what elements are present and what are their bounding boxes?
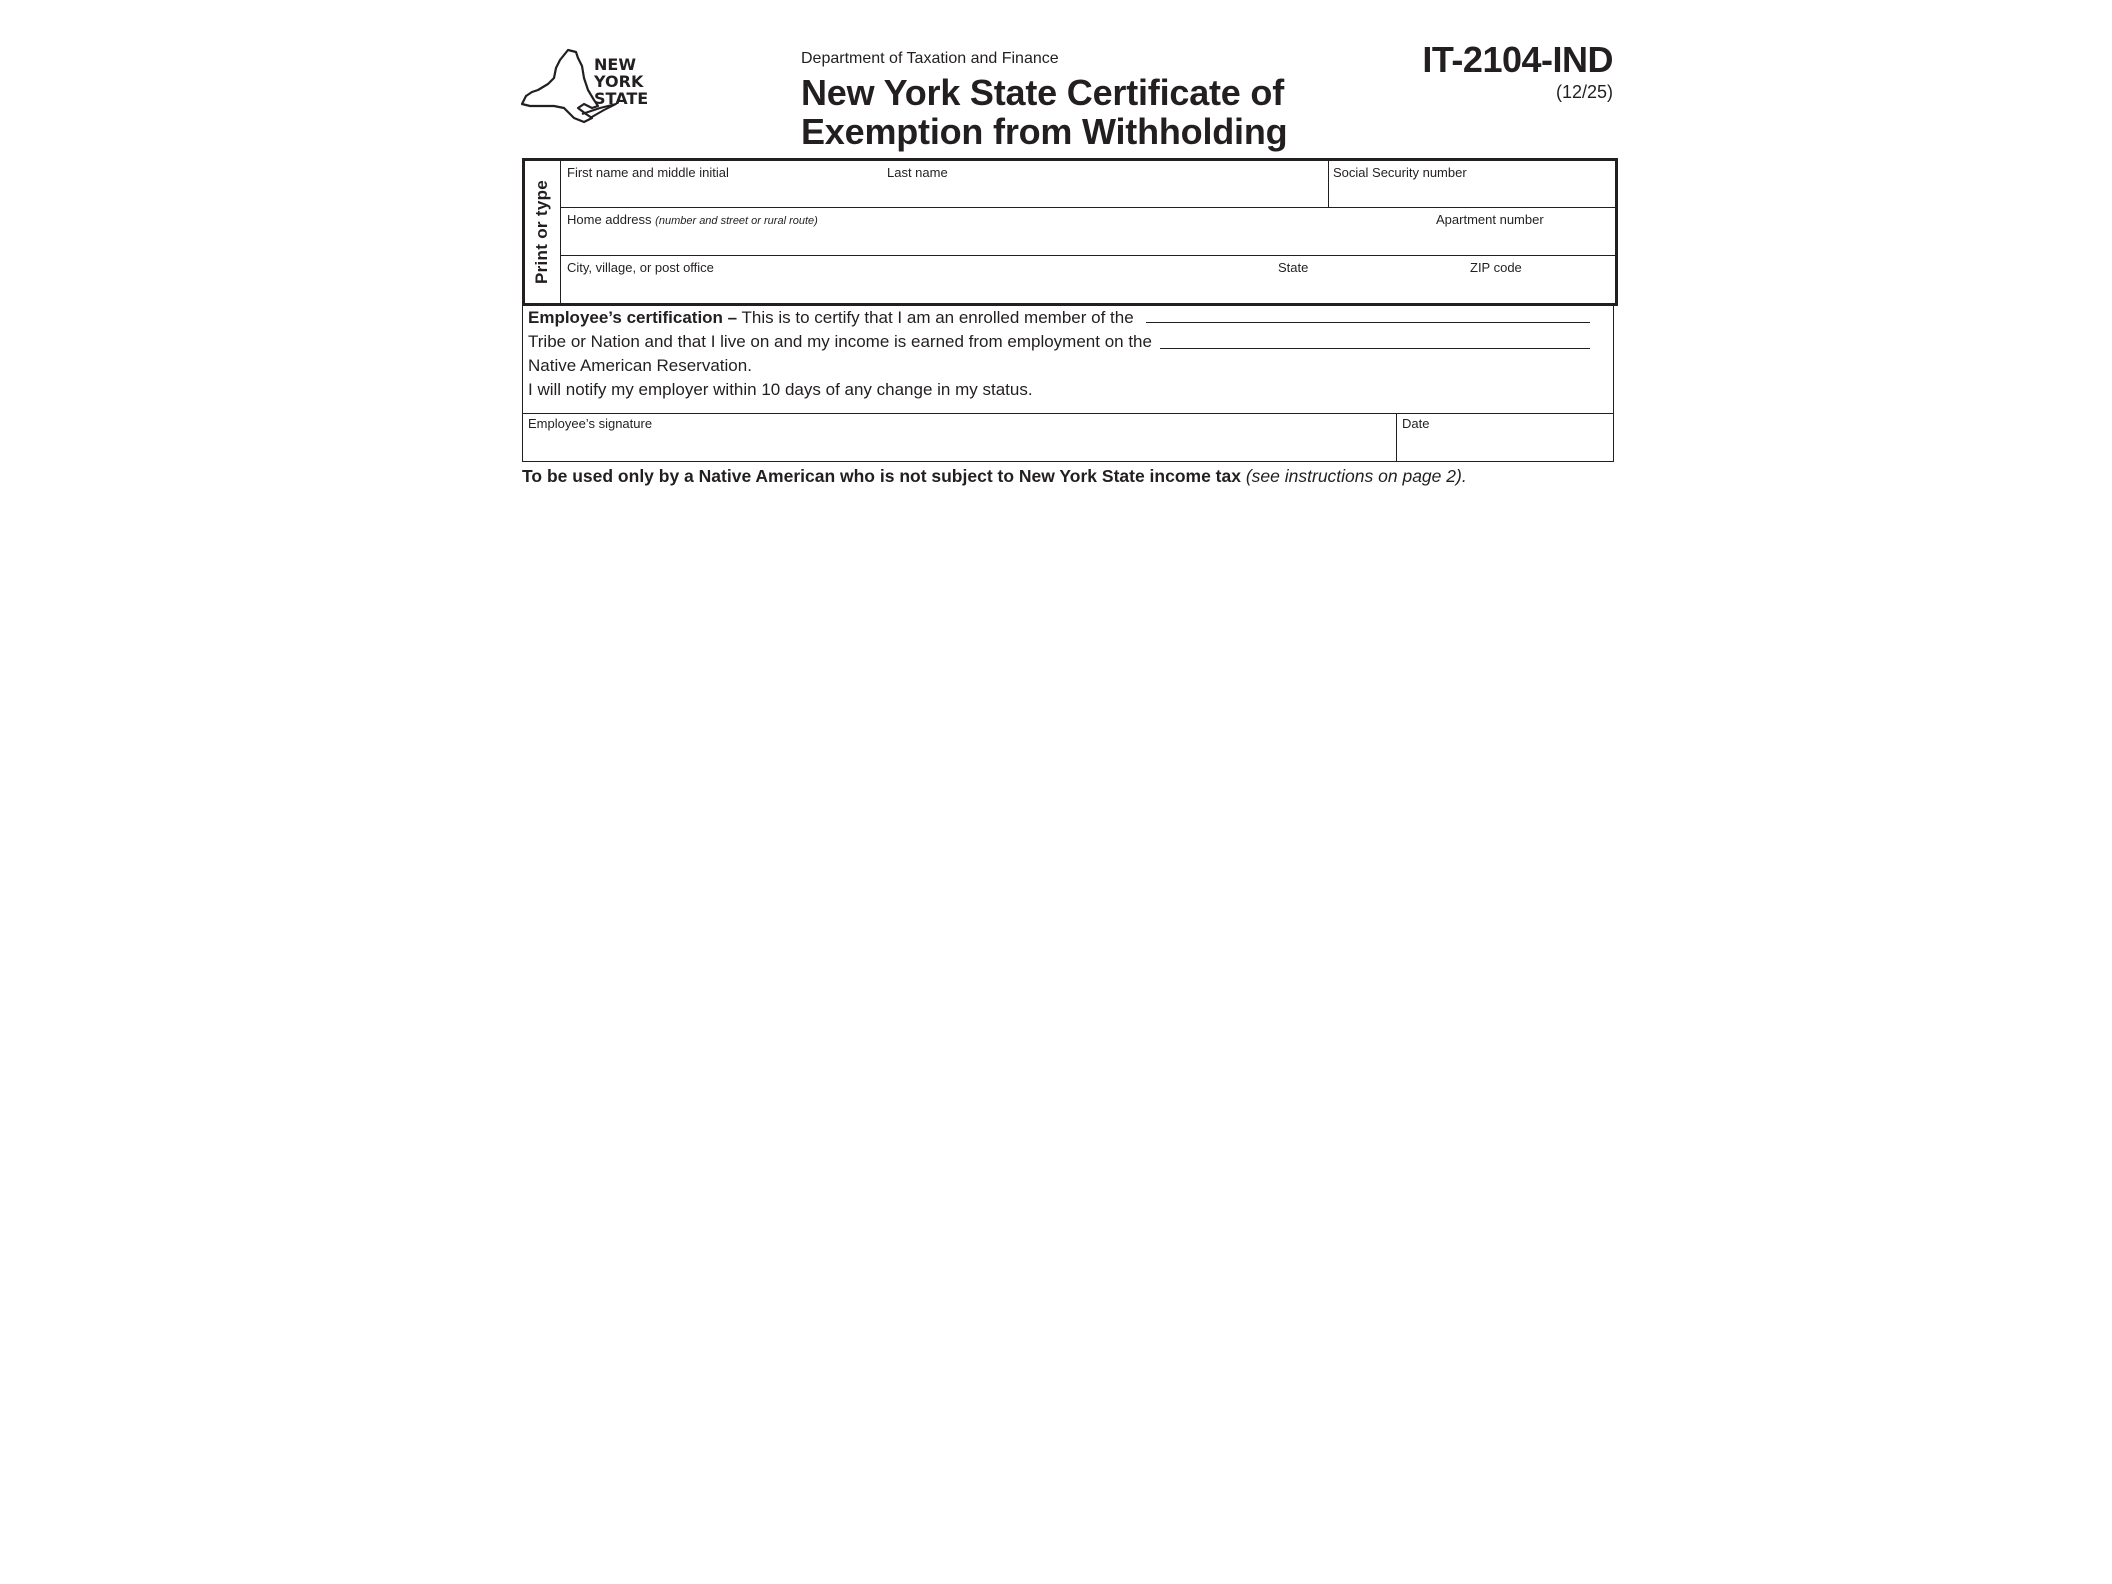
city-label: City, village, or post office: [567, 260, 714, 275]
zip-code-label: ZIP code: [1470, 260, 1522, 275]
date-label: Date: [1402, 416, 1430, 431]
logo-line-3: STATE: [594, 89, 649, 108]
logo-line-2: YORK: [594, 72, 644, 91]
certification-heading: Employee’s certification –: [528, 308, 738, 327]
logo-line-1: NEW: [594, 55, 636, 74]
nys-logo: [520, 48, 652, 124]
print-or-type-column: [525, 161, 561, 303]
row-divider-1: [561, 207, 1615, 208]
last-name-label: Last name: [887, 165, 948, 180]
row-divider-2: [561, 255, 1615, 256]
apartment-number-label: Apartment number: [1436, 212, 1544, 227]
usage-note-italic: (see instructions on page 2).: [1245, 466, 1467, 486]
usage-note: [522, 466, 1467, 487]
print-or-type-label: Print or type: [532, 179, 551, 285]
certification-line-1: [528, 308, 1134, 328]
certification-line-3: Native American Reservation.: [528, 356, 752, 375]
department-name: Department of Taxation and Finance: [801, 50, 1059, 67]
employee-signature-label: Employee’s signature: [528, 416, 653, 431]
form-revision: (12/25): [1555, 82, 1613, 102]
usage-note-bold: To be used only by a Native American who is not subject to New York State income tax: [522, 466, 1241, 486]
certification-line-4: I will notify my employer within 10 days of any change in my status.: [528, 380, 1033, 399]
home-address-hint: (number and street or rural route): [655, 215, 818, 227]
employee-certification-box: [522, 303, 1614, 414]
reservation-name-line: [1160, 348, 1590, 349]
signature-row: [522, 414, 1614, 462]
new-york-state-outline-icon: [520, 48, 652, 124]
ssn-divider: [1328, 161, 1329, 208]
first-name-label: First name and middle initial: [567, 165, 729, 180]
form-number: IT-2104-IND: [1422, 39, 1613, 80]
state-label: State: [1278, 260, 1309, 275]
ssn-label: Social Security number: [1333, 165, 1467, 180]
form-title-line-1: New York State Certificate of: [801, 72, 1285, 113]
home-address-label: [567, 212, 818, 227]
home-address-label-text: Home address: [567, 212, 652, 227]
tribe-name-line: [1146, 322, 1590, 323]
certification-line-1-text: This is to certify that I am an enrolled member of the: [741, 308, 1134, 327]
form-title-line-2: Exemption from Withholding: [801, 111, 1288, 152]
date-divider: [1396, 414, 1397, 461]
certification-line-2: Tribe or Nation and that I live on and my income is earned from employment on the: [528, 332, 1152, 351]
taxpayer-info-box: [522, 158, 1618, 306]
